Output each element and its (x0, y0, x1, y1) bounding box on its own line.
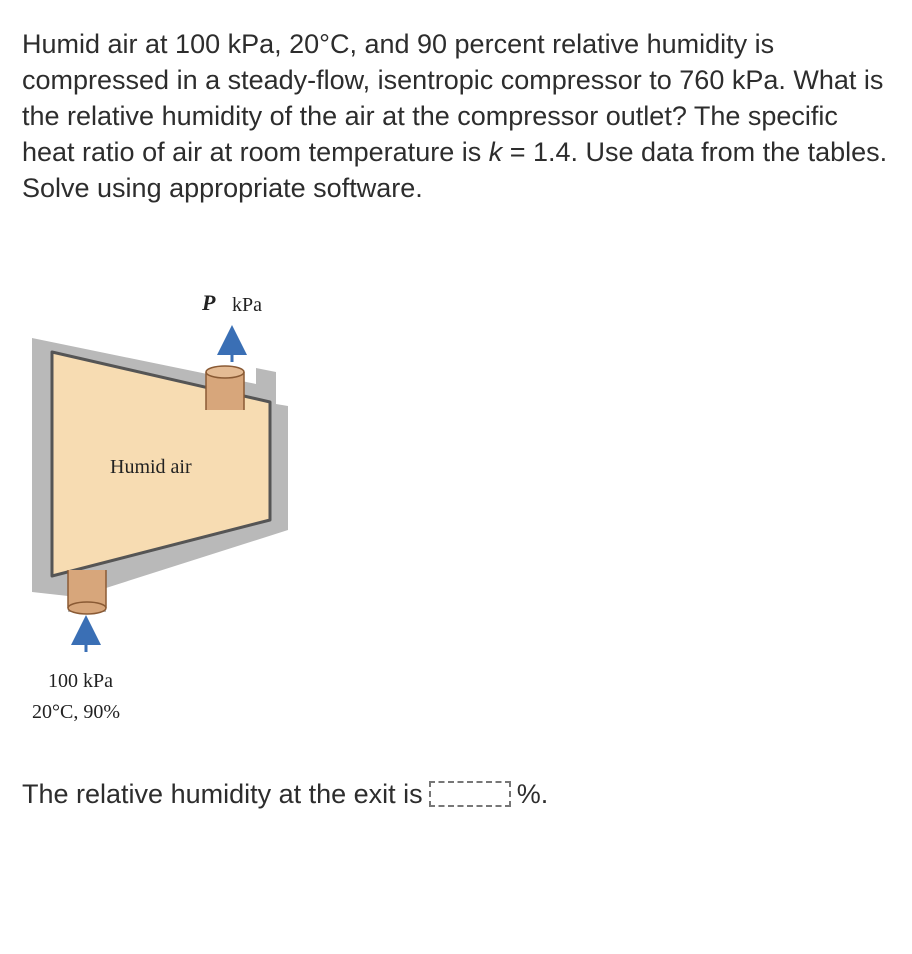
outlet-pressure-symbol: P (202, 290, 216, 315)
problem-text-part1: Humid air at 100 kPa, 20°C, and 90 percent relative humidity is compressed in a steady-flow, isentropic compressor to 760 kPa. What is the relative humidity of the air at the compressor outlet? The specific heat ratio of air at room temperature is (22, 29, 884, 167)
humid-air-label: Humid air (110, 456, 192, 478)
inlet-pipe (68, 570, 106, 614)
problem-statement (22, 26, 892, 206)
inlet-state-label: 20°C, 90% (32, 701, 120, 723)
answer-prompt: The relative humidity at the exit is (22, 779, 423, 809)
problem-text-part2: = 1.4. Use data from the tables. Solve using appropriate software. (22, 137, 888, 203)
compressor-diagram (20, 280, 300, 740)
answer-unit: %. (516, 779, 549, 809)
answer-row (22, 776, 548, 812)
compressor-figure (20, 280, 300, 740)
outlet-pipe (206, 366, 244, 410)
k-symbol: k (488, 137, 503, 167)
relative-humidity-answer-input[interactable] (429, 781, 511, 807)
outlet-pressure-unit: kPa (232, 294, 262, 316)
inlet-pressure-label: 100 kPa (48, 670, 113, 692)
